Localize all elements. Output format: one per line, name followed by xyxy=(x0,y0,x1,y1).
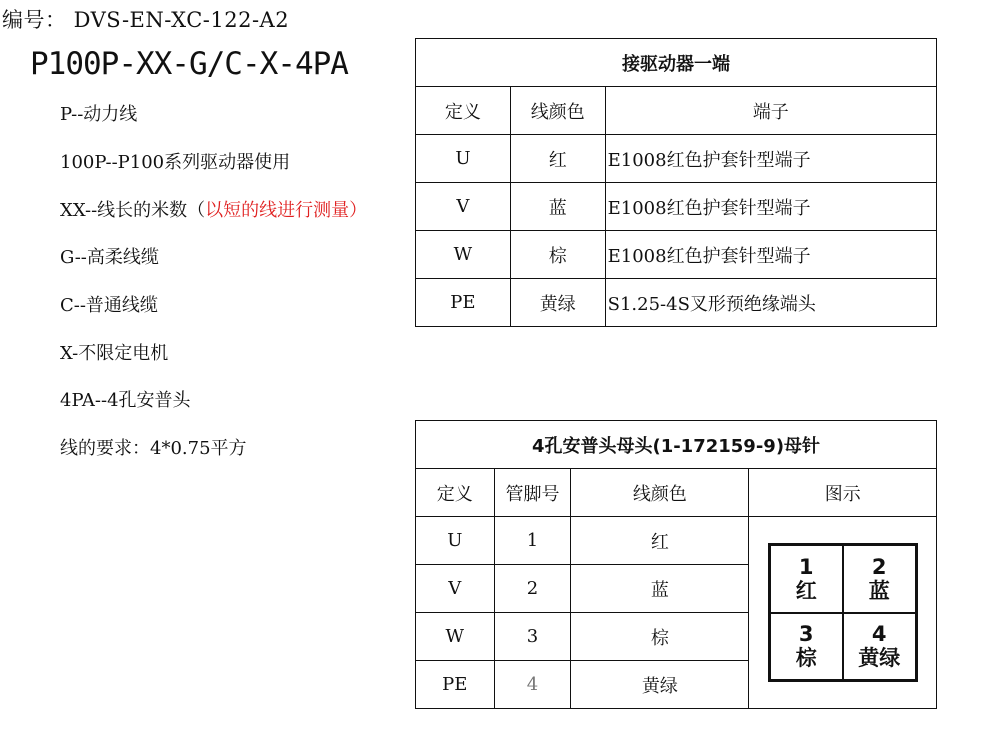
connector-table xyxy=(415,420,937,709)
column-header: 图示 xyxy=(749,469,937,517)
pinout-diagram-cell xyxy=(749,517,937,709)
cell-color: 蓝 xyxy=(510,183,605,231)
legend-item xyxy=(60,386,191,412)
legend-text: 线的要求：4*0.75平方 xyxy=(60,438,247,459)
cell-color: 黄绿 xyxy=(571,661,749,709)
document-number: 编号： DVS-EN-XC-122-A2 xyxy=(2,8,290,32)
cell-terminal: S1.25-4S叉形预绝缘端头 xyxy=(605,279,936,327)
table-row xyxy=(416,183,937,231)
column-header: 线颜色 xyxy=(571,469,749,517)
legend-item xyxy=(60,434,247,460)
pin-number: 1 xyxy=(798,554,814,579)
legend-item xyxy=(60,291,158,317)
cell-definition: U xyxy=(416,517,495,565)
legend-item xyxy=(60,148,290,174)
cell-definition: PE xyxy=(416,661,495,709)
pin-color: 红 xyxy=(795,578,817,603)
cell-terminal: E1008红色护套针型端子 xyxy=(605,183,936,231)
column-header: 管脚号 xyxy=(494,469,571,517)
legend-item xyxy=(60,100,137,126)
cell-pin: 4 xyxy=(494,661,571,709)
legend-text: 4PA--4孔安普头 xyxy=(60,390,191,411)
legend-highlight-text: 以短的线进行测量） xyxy=(205,200,368,221)
model-code: P100P-XX-G/C-X-4PA xyxy=(30,46,348,82)
cell-color: 蓝 xyxy=(571,565,749,613)
cell-color: 红 xyxy=(571,517,749,565)
table-row xyxy=(416,135,937,183)
table-row xyxy=(416,279,937,327)
legend-text: XX--线长的米数（ xyxy=(60,200,206,221)
legend-item xyxy=(60,243,159,269)
pin-cell xyxy=(843,613,916,681)
cell-color: 棕 xyxy=(510,231,605,279)
cell-color: 红 xyxy=(510,135,605,183)
cell-definition: V xyxy=(416,183,511,231)
cell-definition: W xyxy=(416,613,495,661)
pinout-diagram xyxy=(768,543,918,682)
pin-number: 2 xyxy=(871,554,887,579)
table-title: 接驱动器一端 xyxy=(416,39,937,87)
pin-color: 棕 xyxy=(795,646,817,671)
cell-pin: 1 xyxy=(494,517,571,565)
pin-color: 黄绿 xyxy=(858,646,901,671)
table-row xyxy=(416,231,937,279)
column-header: 定义 xyxy=(416,87,511,135)
cell-definition: U xyxy=(416,135,511,183)
pin-number: 4 xyxy=(871,622,887,647)
pin-cell xyxy=(770,545,843,613)
column-header: 定义 xyxy=(416,469,495,517)
cell-color: 黄绿 xyxy=(510,279,605,327)
cell-terminal: E1008红色护套针型端子 xyxy=(605,135,936,183)
cell-definition: W xyxy=(416,231,511,279)
pin-cell xyxy=(770,613,843,681)
legend-text: P--动力线 xyxy=(60,104,138,125)
cell-pin: 3 xyxy=(494,613,571,661)
column-header: 线颜色 xyxy=(510,87,605,135)
cell-terminal: E1008红色护套针型端子 xyxy=(605,231,936,279)
legend-text: 100P--P100系列驱动器使用 xyxy=(60,152,291,173)
column-header: 端子 xyxy=(605,87,936,135)
pin-color: 蓝 xyxy=(868,578,890,603)
legend-item xyxy=(60,196,367,222)
legend-item xyxy=(60,339,168,365)
table-row xyxy=(416,517,937,565)
legend-text: G--高柔线缆 xyxy=(60,247,159,268)
pin-cell xyxy=(843,545,916,613)
legend-text: X-不限定电机 xyxy=(60,343,169,364)
cell-pin: 2 xyxy=(494,565,571,613)
legend-text: C--普通线缆 xyxy=(60,295,158,316)
table-title: 4孔安普头母头(1-172159-9)母针 xyxy=(416,421,937,469)
cell-color: 棕 xyxy=(571,613,749,661)
cell-definition: V xyxy=(416,565,495,613)
pin-number: 3 xyxy=(798,622,814,647)
cell-definition: PE xyxy=(416,279,511,327)
driver-end-table xyxy=(415,38,937,327)
